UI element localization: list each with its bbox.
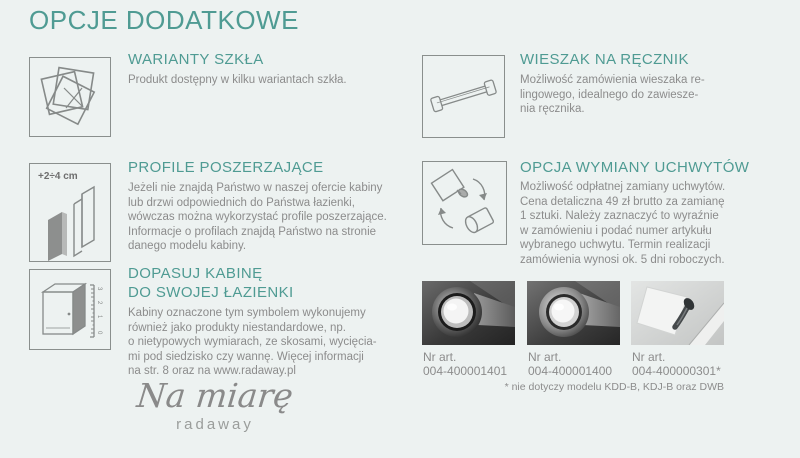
body-line: wybranego uchwytu. Termin realizacji (520, 239, 711, 251)
art-number-2 (528, 350, 612, 378)
ruler-number: 1 (96, 315, 102, 319)
section-body-profile (128, 181, 387, 254)
body-line: Jeżeli nie znajdą Państwo w naszej ofercie kabiny (128, 182, 383, 194)
section-heading-dopasuj (128, 264, 294, 302)
handle-photo-3 (631, 281, 724, 345)
handle-swap-icon (422, 161, 507, 245)
towel-rail-icon (422, 55, 505, 138)
art-value: 004-400000301* (632, 364, 721, 378)
body-line: Możliwość zamówienia wieszaka re- (520, 74, 705, 86)
body-line: o nietypowych wymiarach, ze skosami, wycięcia- (128, 336, 377, 348)
towel-rail-graphic (423, 56, 504, 137)
art-number-1 (423, 350, 507, 378)
body-line: w zamówieniu i podać numer artykułu (520, 224, 712, 237)
widening-profiles-icon (29, 163, 111, 262)
body-line: danego modelu kabiny. (128, 240, 247, 252)
ruler-number: 0 (96, 331, 102, 335)
glass-panes-graphic (30, 58, 110, 136)
body-line: na str. 8 oraz na www.radaway.pl (128, 365, 296, 377)
art-value: 004-400001400 (528, 364, 613, 378)
cabin-ruler-graphic (30, 270, 110, 349)
footnote: * nie dotyczy modelu KDD-B, KDJ-B oraz DWB (504, 381, 724, 393)
ruler-number: 2 (96, 301, 102, 305)
body-line: Kabiny oznaczone tym symbolem wykonujemy (128, 307, 366, 319)
art-label: Nr art. (528, 350, 562, 364)
art-label: Nr art. (632, 350, 666, 364)
art-number-3 (632, 350, 721, 378)
handle-photo-2-graphic (527, 281, 620, 345)
body-line: Możliwość odpłatnej zamiany uchwytów. (520, 181, 726, 193)
body-line: Cena detaliczna 49 zł brutto za zamianę (520, 195, 725, 208)
body-line: 1 sztuki. Należy zaznaczyć to wyraźnie (520, 210, 719, 222)
heading-line: DO SWOJEJ ŁAZIENKI (128, 284, 294, 301)
section-heading-wieszak: WIESZAK NA RĘCZNIK (520, 51, 689, 68)
handle-photo-3-graphic (631, 281, 724, 345)
glass-variants-icon (29, 57, 111, 137)
body-line: wówczas można wykorzystać profile poszerzające. (128, 211, 387, 223)
section-heading-uchwyty: OPCJA WYMIANY UCHWYTÓW (520, 159, 750, 176)
body-line: zamówienia wynosi ok. 5 dni roboczych. (520, 253, 725, 266)
custom-size-cabin-icon (29, 269, 111, 350)
body-line: nia ręcznika. (520, 103, 585, 115)
body-line: Informacje o profilach znajdą Państwo na stronie (128, 225, 377, 238)
body-line: również jako produkty niestandardowe, np. (128, 321, 346, 334)
page-title: OPCJE DODATKOWE (29, 5, 299, 35)
heading-line: DOPASUJ KABINĘ (128, 265, 263, 282)
radaway-wordmark: radaway (176, 416, 254, 433)
handle-photo-2 (527, 281, 620, 345)
body-line: lub drzwi odpowiednich do Państwa łazienki, (128, 196, 355, 209)
section-heading-profile: PROFILE POSZERZAJĄCE (128, 159, 324, 176)
art-label: Nr art. (423, 350, 457, 364)
body-line: lingowego, idealnego do zawiesze- (520, 88, 699, 101)
section-heading-warianty: WARIANTY SZKŁA (128, 51, 264, 68)
ruler-number: 3 (96, 287, 102, 291)
handle-photo-1-graphic (422, 281, 515, 345)
profile-dimension-label: +2÷4 cm (38, 171, 78, 182)
na-miare-logo (115, 378, 315, 433)
section-body-wieszak (520, 73, 705, 117)
body-line: mi pod siedzisko czy wannę. Więcej informacji (128, 350, 364, 363)
section-body-warianty: Produkt dostępny w kilku wariantach szkła. (128, 74, 347, 86)
handle-photo-1 (422, 281, 515, 345)
handle-swap-graphic (423, 162, 506, 244)
art-value: 004-400001401 (423, 364, 508, 378)
section-body-dopasuj (128, 306, 377, 379)
na-miare-script-text: Na miarę (135, 376, 296, 415)
section-body-uchwyty (520, 180, 725, 267)
